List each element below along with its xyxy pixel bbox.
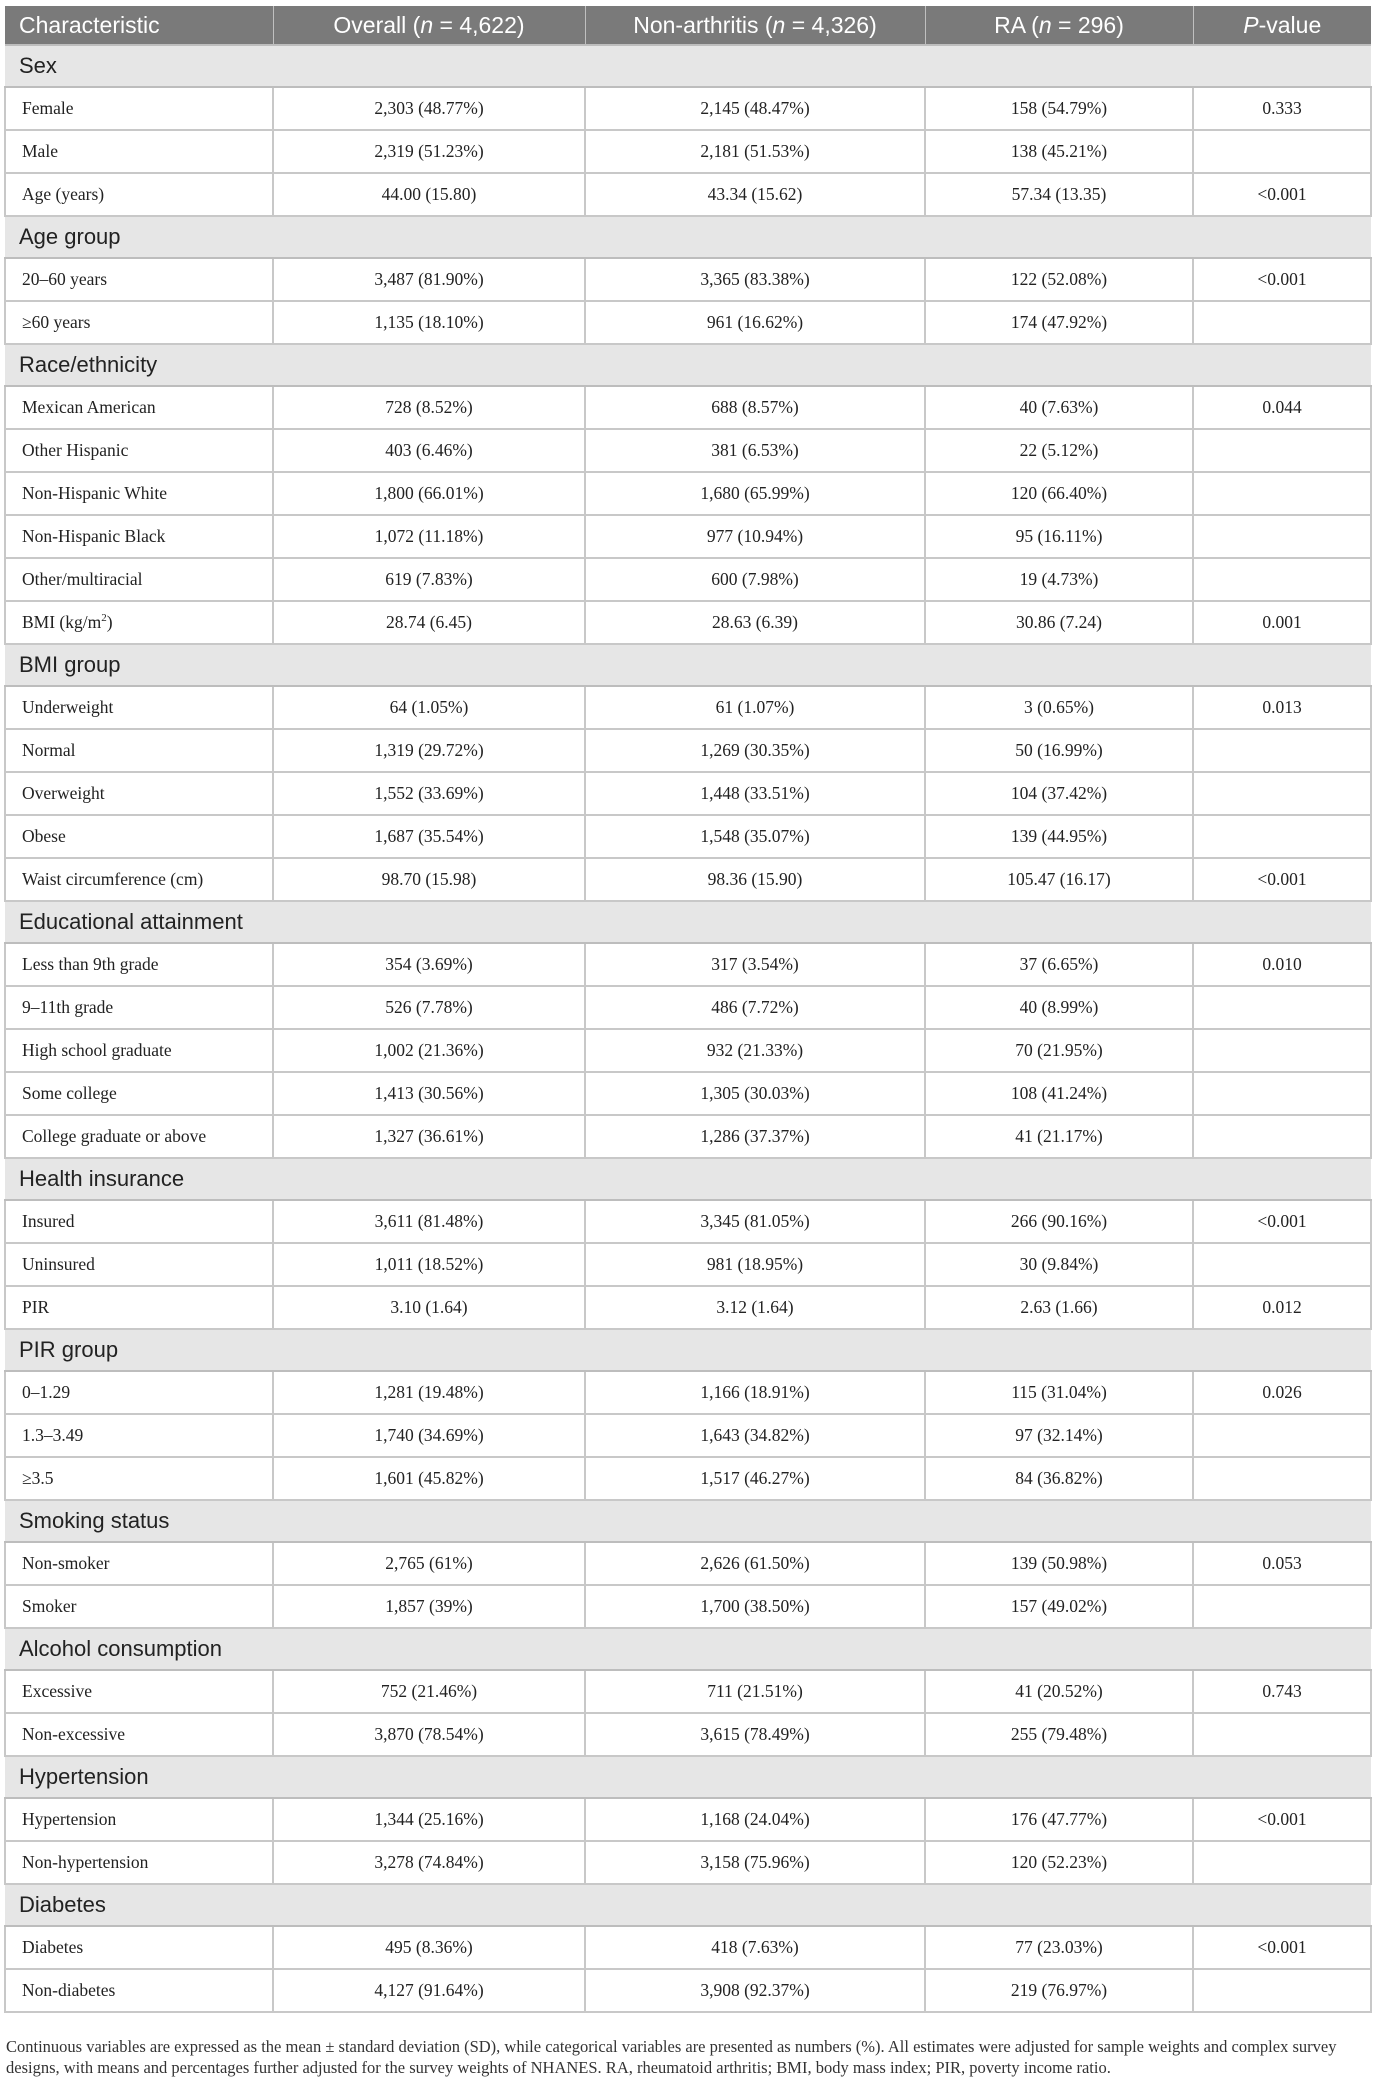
cell-p-value: 0.044 bbox=[1193, 386, 1371, 429]
cell-non-arthritis: 1,166 (18.91%) bbox=[585, 1371, 925, 1414]
cell-p-value bbox=[1193, 1029, 1371, 1072]
group-header-row bbox=[5, 216, 1371, 258]
table-row bbox=[5, 258, 1371, 301]
cell-overall: 3.10 (1.64) bbox=[273, 1286, 585, 1329]
cell-non-arthritis: 43.34 (15.62) bbox=[585, 173, 925, 216]
group-header-row bbox=[5, 1329, 1371, 1371]
cell-non-arthritis: 711 (21.51%) bbox=[585, 1670, 925, 1713]
table-row bbox=[5, 1029, 1371, 1072]
row-label: Hypertension bbox=[5, 1798, 273, 1841]
cell-overall: 1,011 (18.52%) bbox=[273, 1243, 585, 1286]
row-label: 1.3–3.49 bbox=[5, 1414, 273, 1457]
table-row bbox=[5, 1243, 1371, 1286]
cell-non-arthritis: 381 (6.53%) bbox=[585, 429, 925, 472]
cell-non-arthritis: 3,615 (78.49%) bbox=[585, 1713, 925, 1756]
cell-overall: 526 (7.78%) bbox=[273, 986, 585, 1029]
table-row bbox=[5, 1670, 1371, 1713]
cell-non-arthritis: 1,448 (33.51%) bbox=[585, 772, 925, 815]
cell-ra: 105.47 (16.17) bbox=[925, 858, 1193, 901]
cell-overall: 1,800 (66.01%) bbox=[273, 472, 585, 515]
cell-ra: 120 (66.40%) bbox=[925, 472, 1193, 515]
group-label: PIR group bbox=[5, 1329, 1371, 1371]
cell-ra: 30.86 (7.24) bbox=[925, 601, 1193, 644]
cell-ra: 19 (4.73%) bbox=[925, 558, 1193, 601]
cell-p-value bbox=[1193, 1585, 1371, 1628]
group-label: Smoking status bbox=[5, 1500, 1371, 1542]
cell-non-arthritis: 932 (21.33%) bbox=[585, 1029, 925, 1072]
table-row bbox=[5, 986, 1371, 1029]
table-row bbox=[5, 815, 1371, 858]
table-row bbox=[5, 1841, 1371, 1884]
row-label: Diabetes bbox=[5, 1926, 273, 1969]
cell-p-value: 0.333 bbox=[1193, 87, 1371, 130]
cell-non-arthritis: 961 (16.62%) bbox=[585, 301, 925, 344]
cell-overall: 3,611 (81.48%) bbox=[273, 1200, 585, 1243]
cell-ra: 2.63 (1.66) bbox=[925, 1286, 1193, 1329]
row-label: Less than 9th grade bbox=[5, 943, 273, 986]
row-label: ≥60 years bbox=[5, 301, 273, 344]
cell-p-value: 0.010 bbox=[1193, 943, 1371, 986]
group-label: Hypertension bbox=[5, 1756, 1371, 1798]
cell-ra: 138 (45.21%) bbox=[925, 130, 1193, 173]
cell-non-arthritis: 1,168 (24.04%) bbox=[585, 1798, 925, 1841]
cell-ra: 158 (54.79%) bbox=[925, 87, 1193, 130]
table-row bbox=[5, 515, 1371, 558]
row-label: 20–60 years bbox=[5, 258, 273, 301]
cell-non-arthritis: 1,700 (38.50%) bbox=[585, 1585, 925, 1628]
cell-ra: 41 (20.52%) bbox=[925, 1670, 1193, 1713]
table-row bbox=[5, 472, 1371, 515]
cell-overall: 3,487 (81.90%) bbox=[273, 258, 585, 301]
cell-ra: 266 (90.16%) bbox=[925, 1200, 1193, 1243]
cell-ra: 157 (49.02%) bbox=[925, 1585, 1193, 1628]
row-label: Non-Hispanic Black bbox=[5, 515, 273, 558]
row-label: Some college bbox=[5, 1072, 273, 1115]
cell-non-arthritis: 1,548 (35.07%) bbox=[585, 815, 925, 858]
table-container bbox=[4, 6, 1370, 2013]
row-label: Insured bbox=[5, 1200, 273, 1243]
row-label: Mexican American bbox=[5, 386, 273, 429]
cell-non-arthritis: 1,643 (34.82%) bbox=[585, 1414, 925, 1457]
cell-non-arthritis: 3,345 (81.05%) bbox=[585, 1200, 925, 1243]
cell-ra: 139 (50.98%) bbox=[925, 1542, 1193, 1585]
cell-overall: 28.74 (6.45) bbox=[273, 601, 585, 644]
table-row bbox=[5, 1286, 1371, 1329]
cell-p-value: 0.743 bbox=[1193, 1670, 1371, 1713]
row-label: Non-excessive bbox=[5, 1713, 273, 1756]
cell-p-value bbox=[1193, 729, 1371, 772]
group-label: Age group bbox=[5, 216, 1371, 258]
cell-overall: 3,870 (78.54%) bbox=[273, 1713, 585, 1756]
table-row bbox=[5, 1969, 1371, 2012]
cell-overall: 1,344 (25.16%) bbox=[273, 1798, 585, 1841]
cell-ra: 41 (21.17%) bbox=[925, 1115, 1193, 1158]
cell-p-value: 0.026 bbox=[1193, 1371, 1371, 1414]
cell-ra: 84 (36.82%) bbox=[925, 1457, 1193, 1500]
group-header-row bbox=[5, 1158, 1371, 1200]
cell-overall: 98.70 (15.98) bbox=[273, 858, 585, 901]
table-row bbox=[5, 1371, 1371, 1414]
group-header-row bbox=[5, 344, 1371, 386]
table-row bbox=[5, 1200, 1371, 1243]
row-label: College graduate or above bbox=[5, 1115, 273, 1158]
table-row bbox=[5, 943, 1371, 986]
group-header-row bbox=[5, 644, 1371, 686]
row-label: Other Hispanic bbox=[5, 429, 273, 472]
cell-ra: 95 (16.11%) bbox=[925, 515, 1193, 558]
table-row bbox=[5, 1457, 1371, 1500]
group-header-row bbox=[5, 1756, 1371, 1798]
cell-non-arthritis: 600 (7.98%) bbox=[585, 558, 925, 601]
row-label: High school graduate bbox=[5, 1029, 273, 1072]
cell-p-value bbox=[1193, 1713, 1371, 1756]
cell-ra: 50 (16.99%) bbox=[925, 729, 1193, 772]
header-ra: RA (n = 296) bbox=[925, 6, 1193, 45]
table-row bbox=[5, 686, 1371, 729]
cell-overall: 619 (7.83%) bbox=[273, 558, 585, 601]
table-row bbox=[5, 772, 1371, 815]
cell-ra: 22 (5.12%) bbox=[925, 429, 1193, 472]
cell-p-value: 0.053 bbox=[1193, 1542, 1371, 1585]
cell-non-arthritis: 1,305 (30.03%) bbox=[585, 1072, 925, 1115]
cell-overall: 1,002 (21.36%) bbox=[273, 1029, 585, 1072]
cell-overall: 752 (21.46%) bbox=[273, 1670, 585, 1713]
group-label: Educational attainment bbox=[5, 901, 1371, 943]
cell-overall: 1,857 (39%) bbox=[273, 1585, 585, 1628]
cell-ra: 40 (8.99%) bbox=[925, 986, 1193, 1029]
cell-overall: 4,127 (91.64%) bbox=[273, 1969, 585, 2012]
group-header-row bbox=[5, 1884, 1371, 1926]
cell-overall: 728 (8.52%) bbox=[273, 386, 585, 429]
cell-ra: 174 (47.92%) bbox=[925, 301, 1193, 344]
row-label: PIR bbox=[5, 1286, 273, 1329]
cell-ra: 176 (47.77%) bbox=[925, 1798, 1193, 1841]
cell-ra: 219 (76.97%) bbox=[925, 1969, 1193, 2012]
cell-non-arthritis: 3,908 (92.37%) bbox=[585, 1969, 925, 2012]
table-row bbox=[5, 173, 1371, 216]
cell-p-value bbox=[1193, 429, 1371, 472]
cell-p-value bbox=[1193, 472, 1371, 515]
header-p-value: P-value bbox=[1193, 6, 1371, 45]
header-non-arthritis: Non-arthritis (n = 4,326) bbox=[585, 6, 925, 45]
row-label: Non-diabetes bbox=[5, 1969, 273, 2012]
cell-overall: 64 (1.05%) bbox=[273, 686, 585, 729]
cell-ra: 120 (52.23%) bbox=[925, 1841, 1193, 1884]
cell-non-arthritis: 3,365 (83.38%) bbox=[585, 258, 925, 301]
cell-overall: 1,319 (29.72%) bbox=[273, 729, 585, 772]
cell-overall: 1,072 (11.18%) bbox=[273, 515, 585, 558]
cell-overall: 403 (6.46%) bbox=[273, 429, 585, 472]
table-row bbox=[5, 429, 1371, 472]
header-characteristic: Characteristic bbox=[5, 6, 273, 45]
header-overall: Overall (n = 4,622) bbox=[273, 6, 585, 45]
table-row bbox=[5, 386, 1371, 429]
cell-overall: 1,327 (36.61%) bbox=[273, 1115, 585, 1158]
cell-ra: 139 (44.95%) bbox=[925, 815, 1193, 858]
cell-p-value: 0.013 bbox=[1193, 686, 1371, 729]
cell-non-arthritis: 98.36 (15.90) bbox=[585, 858, 925, 901]
row-label: Non-smoker bbox=[5, 1542, 273, 1585]
cell-p-value bbox=[1193, 558, 1371, 601]
row-label: Normal bbox=[5, 729, 273, 772]
cell-non-arthritis: 2,145 (48.47%) bbox=[585, 87, 925, 130]
row-label: Overweight bbox=[5, 772, 273, 815]
group-label: Sex bbox=[5, 45, 1371, 87]
cell-p-value bbox=[1193, 130, 1371, 173]
cell-p-value: 0.001 bbox=[1193, 601, 1371, 644]
cell-p-value: <0.001 bbox=[1193, 858, 1371, 901]
cell-p-value bbox=[1193, 1457, 1371, 1500]
cell-p-value bbox=[1193, 815, 1371, 858]
cell-overall: 1,552 (33.69%) bbox=[273, 772, 585, 815]
cell-overall: 1,601 (45.82%) bbox=[273, 1457, 585, 1500]
footnote: Continuous variables are expressed as the mean ± standard deviation (SD), while categorical variables are presented as numbers (%). All estimates were adjusted for sample weights and complex survey designs, with means and percentages further adjusted for the survey weights of NHANES. RA, rheumatoid arthritis; BMI, body mass index; PIR, poverty income ratio. bbox=[6, 2037, 1337, 2077]
row-label: Obese bbox=[5, 815, 273, 858]
cell-p-value bbox=[1193, 986, 1371, 1029]
cell-p-value bbox=[1193, 1243, 1371, 1286]
cell-ra: 97 (32.14%) bbox=[925, 1414, 1193, 1457]
table-row bbox=[5, 1798, 1371, 1841]
cell-overall: 1,135 (18.10%) bbox=[273, 301, 585, 344]
cell-overall: 2,765 (61%) bbox=[273, 1542, 585, 1585]
table-row bbox=[5, 1072, 1371, 1115]
cell-overall: 1,740 (34.69%) bbox=[273, 1414, 585, 1457]
cell-overall: 1,413 (30.56%) bbox=[273, 1072, 585, 1115]
cell-non-arthritis: 3.12 (1.64) bbox=[585, 1286, 925, 1329]
group-header-row bbox=[5, 1500, 1371, 1542]
table-row bbox=[5, 729, 1371, 772]
table-row bbox=[5, 301, 1371, 344]
cell-ra: 115 (31.04%) bbox=[925, 1371, 1193, 1414]
cell-non-arthritis: 977 (10.94%) bbox=[585, 515, 925, 558]
cell-p-value: 0.012 bbox=[1193, 1286, 1371, 1329]
cell-non-arthritis: 486 (7.72%) bbox=[585, 986, 925, 1029]
cell-ra: 108 (41.24%) bbox=[925, 1072, 1193, 1115]
row-label: Male bbox=[5, 130, 273, 173]
cell-ra: 70 (21.95%) bbox=[925, 1029, 1193, 1072]
row-label: Uninsured bbox=[5, 1243, 273, 1286]
cell-p-value bbox=[1193, 1072, 1371, 1115]
group-label: Diabetes bbox=[5, 1884, 1371, 1926]
cell-p-value bbox=[1193, 1841, 1371, 1884]
cell-non-arthritis: 1,269 (30.35%) bbox=[585, 729, 925, 772]
row-label: Non-Hispanic White bbox=[5, 472, 273, 515]
cell-p-value: <0.001 bbox=[1193, 258, 1371, 301]
cell-overall: 2,319 (51.23%) bbox=[273, 130, 585, 173]
group-label: Alcohol consumption bbox=[5, 1628, 1371, 1670]
cell-non-arthritis: 317 (3.54%) bbox=[585, 943, 925, 986]
characteristics-table bbox=[4, 6, 1372, 2013]
row-label: Age (years) bbox=[5, 173, 273, 216]
row-label: Waist circumference (cm) bbox=[5, 858, 273, 901]
table-row bbox=[5, 601, 1371, 644]
cell-non-arthritis: 1,680 (65.99%) bbox=[585, 472, 925, 515]
cell-non-arthritis: 2,626 (61.50%) bbox=[585, 1542, 925, 1585]
row-label: 0–1.29 bbox=[5, 1371, 273, 1414]
cell-non-arthritis: 981 (18.95%) bbox=[585, 1243, 925, 1286]
cell-p-value bbox=[1193, 1414, 1371, 1457]
cell-overall: 1,281 (19.48%) bbox=[273, 1371, 585, 1414]
table-row bbox=[5, 1926, 1371, 1969]
cell-non-arthritis: 61 (1.07%) bbox=[585, 686, 925, 729]
row-label: Smoker bbox=[5, 1585, 273, 1628]
cell-p-value bbox=[1193, 515, 1371, 558]
cell-ra: 37 (6.65%) bbox=[925, 943, 1193, 986]
cell-non-arthritis: 3,158 (75.96%) bbox=[585, 1841, 925, 1884]
table-row bbox=[5, 87, 1371, 130]
cell-non-arthritis: 688 (8.57%) bbox=[585, 386, 925, 429]
cell-non-arthritis: 418 (7.63%) bbox=[585, 1926, 925, 1969]
row-label: Female bbox=[5, 87, 273, 130]
table-row bbox=[5, 1542, 1371, 1585]
cell-p-value: <0.001 bbox=[1193, 1798, 1371, 1841]
cell-ra: 77 (23.03%) bbox=[925, 1926, 1193, 1969]
cell-ra: 3 (0.65%) bbox=[925, 686, 1193, 729]
table-row bbox=[5, 1115, 1371, 1158]
row-label: Excessive bbox=[5, 1670, 273, 1713]
cell-non-arthritis: 1,286 (37.37%) bbox=[585, 1115, 925, 1158]
group-header-row bbox=[5, 45, 1371, 87]
cell-non-arthritis: 28.63 (6.39) bbox=[585, 601, 925, 644]
cell-p-value: <0.001 bbox=[1193, 173, 1371, 216]
cell-overall: 354 (3.69%) bbox=[273, 943, 585, 986]
cell-non-arthritis: 2,181 (51.53%) bbox=[585, 130, 925, 173]
cell-p-value bbox=[1193, 1969, 1371, 2012]
table-row bbox=[5, 130, 1371, 173]
cell-ra: 40 (7.63%) bbox=[925, 386, 1193, 429]
table-row bbox=[5, 1585, 1371, 1628]
cell-ra: 30 (9.84%) bbox=[925, 1243, 1193, 1286]
cell-ra: 104 (37.42%) bbox=[925, 772, 1193, 815]
row-label: Underweight bbox=[5, 686, 273, 729]
cell-overall: 2,303 (48.77%) bbox=[273, 87, 585, 130]
cell-ra: 122 (52.08%) bbox=[925, 258, 1193, 301]
cell-p-value bbox=[1193, 1115, 1371, 1158]
cell-p-value: <0.001 bbox=[1193, 1926, 1371, 1969]
row-label: 9–11th grade bbox=[5, 986, 273, 1029]
group-header-row bbox=[5, 901, 1371, 943]
group-label: Health insurance bbox=[5, 1158, 1371, 1200]
table-row bbox=[5, 1414, 1371, 1457]
row-label: Other/multiracial bbox=[5, 558, 273, 601]
table-body bbox=[5, 45, 1371, 2012]
table-row bbox=[5, 558, 1371, 601]
cell-overall: 495 (8.36%) bbox=[273, 1926, 585, 1969]
header-row bbox=[5, 6, 1371, 45]
cell-ra: 255 (79.48%) bbox=[925, 1713, 1193, 1756]
cell-p-value bbox=[1193, 301, 1371, 344]
cell-p-value: <0.001 bbox=[1193, 1200, 1371, 1243]
cell-non-arthritis: 1,517 (46.27%) bbox=[585, 1457, 925, 1500]
cell-p-value bbox=[1193, 772, 1371, 815]
cell-overall: 44.00 (15.80) bbox=[273, 173, 585, 216]
table-row bbox=[5, 1713, 1371, 1756]
row-label: Non-hypertension bbox=[5, 1841, 273, 1884]
row-label: BMI $(kg/m^2)$ bbox=[5, 601, 273, 644]
table-row bbox=[5, 858, 1371, 901]
row-label: ≥3.5 bbox=[5, 1457, 273, 1500]
group-label: Race/ethnicity bbox=[5, 344, 1371, 386]
group-header-row bbox=[5, 1628, 1371, 1670]
cell-overall: 1,687 (35.54%) bbox=[273, 815, 585, 858]
cell-overall: 3,278 (74.84%) bbox=[273, 1841, 585, 1884]
group-label: BMI group bbox=[5, 644, 1371, 686]
cell-ra: 57.34 (13.35) bbox=[925, 173, 1193, 216]
